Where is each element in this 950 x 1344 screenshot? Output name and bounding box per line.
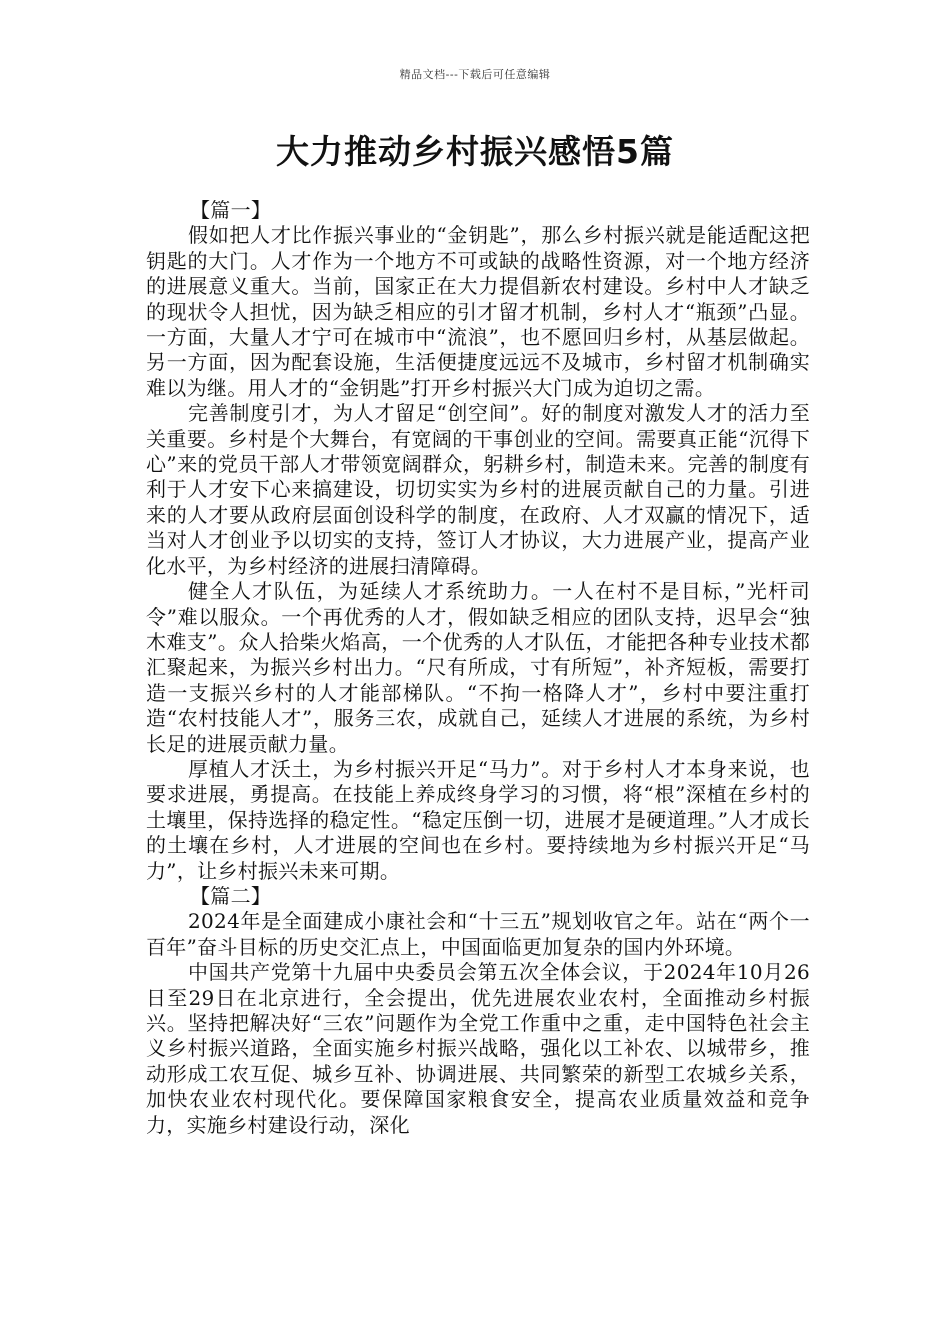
section-heading: 【篇一】 [190,198,272,222]
document-body [146,198,810,1138]
paragraph: 厚植人才沃土，为乡村振兴开足“马力”。对于乡村人才本身来说，也要求进展，勇提高。在技能上养成终身学习的习惯，将“根”深植在乡村的土壤里，保持选择的稳定性。“稳定压倒一切，进展才是硬道理。”人才成长的土壤在乡村，人才进展的空间也在乡村。要持续地为乡村振兴开足“马力”，让乡村振兴未来可期。 [146,756,810,883]
paragraph: 健全人才队伍，为延续人才系统助力。一人在村不是目标，”光杆司令”难以服众。一个再优秀的人才，假如缺乏相应的团队支持，迟早会“独木难支”。众人拾柴火焰高，一个优秀的人才队伍，才能把各种专业技术都汇聚起来，为振兴乡村出力。“尺有所成，寸有所短”，补齐短板，需要打造一支振兴乡村的人才能部梯队。“不拘一格降人才”，乡村中要注重打造“农村技能人才”，服务三农，成就自己，延续人才进展的系统，为乡村长足的进展贡献力量。 [146,579,810,756]
section-2 [146,884,810,1138]
paragraph: 2024年是全面建成小康社会和“十三五”规划收官之年。站在“两个一百年”奋斗目标的历史交汇点上，中国面临更加复杂的国内外环境。 [146,909,810,959]
section-1 [146,198,810,884]
paragraph: 完善制度引才，为人才留足“创空间”。好的制度对激发人才的活力至关重要。乡村是个大舞台，有宽阔的干事创业的空间。需要真正能“沉得下心”来的党员干部人才带领宽阔群众，躬耕乡村，制造未来。完善的制度有利于人才安下心来搞建设，切切实实为乡村的进展贡献自己的力量。引进来的人才要从政府层面创设科学的制度，在政府、人才双赢的情况下，适当对人才创业予以切实的支持，签订人才协议，大力进展产业，提高产业化水平，为乡村经济的进展扫清障碍。 [146,401,810,578]
document-title: 大力推动乡村振兴感悟5篇 [276,132,674,171]
paragraph: 中国共产党第十九届中央委员会第五次全体会议，于2024年10月26日至29日在北京进行，全会提出，优先进展农业农村，全面推动乡村振兴。坚持把解决好“三农”问题作为全党工作重中之重，走中国特色社会主义乡村振兴道路，全面实施乡村振兴战略，强化以工补农、以城带乡，推动形成工农互促、城乡互补、协调进展、共同繁荣的新型工农城乡关系，加快农业农村现代化。要保障国家粮食安全，提高农业质量效益和竞争力，实施乡村建设行动，深化 [146,960,810,1137]
paragraph: 假如把人才比作振兴事业的“金钥匙”，那么乡村振兴就是能适配这把钥匙的大门。人才作为一个地方不可或缺的战略性资源，对一个地方经济的进展意义重大。当前，国家正在大力提倡新农村建设。乡村中人才缺乏的现状令人担忧，因为缺乏相应的引才留才机制，乡村人才“瓶颈”凸显。一方面，大量人才宁可在城市中“流浪”，也不愿回归乡村，从基层做起。另一方面，因为配套设施，生活便捷度远远不及城市，乡村留才机制确实难以为继。用人才的“金钥匙”打开乡村振兴大门成为迫切之需。 [146,223,810,400]
section-heading: 【篇二】 [190,883,272,908]
header-note: 精品文档---下载后可任意编辑 [399,68,551,81]
